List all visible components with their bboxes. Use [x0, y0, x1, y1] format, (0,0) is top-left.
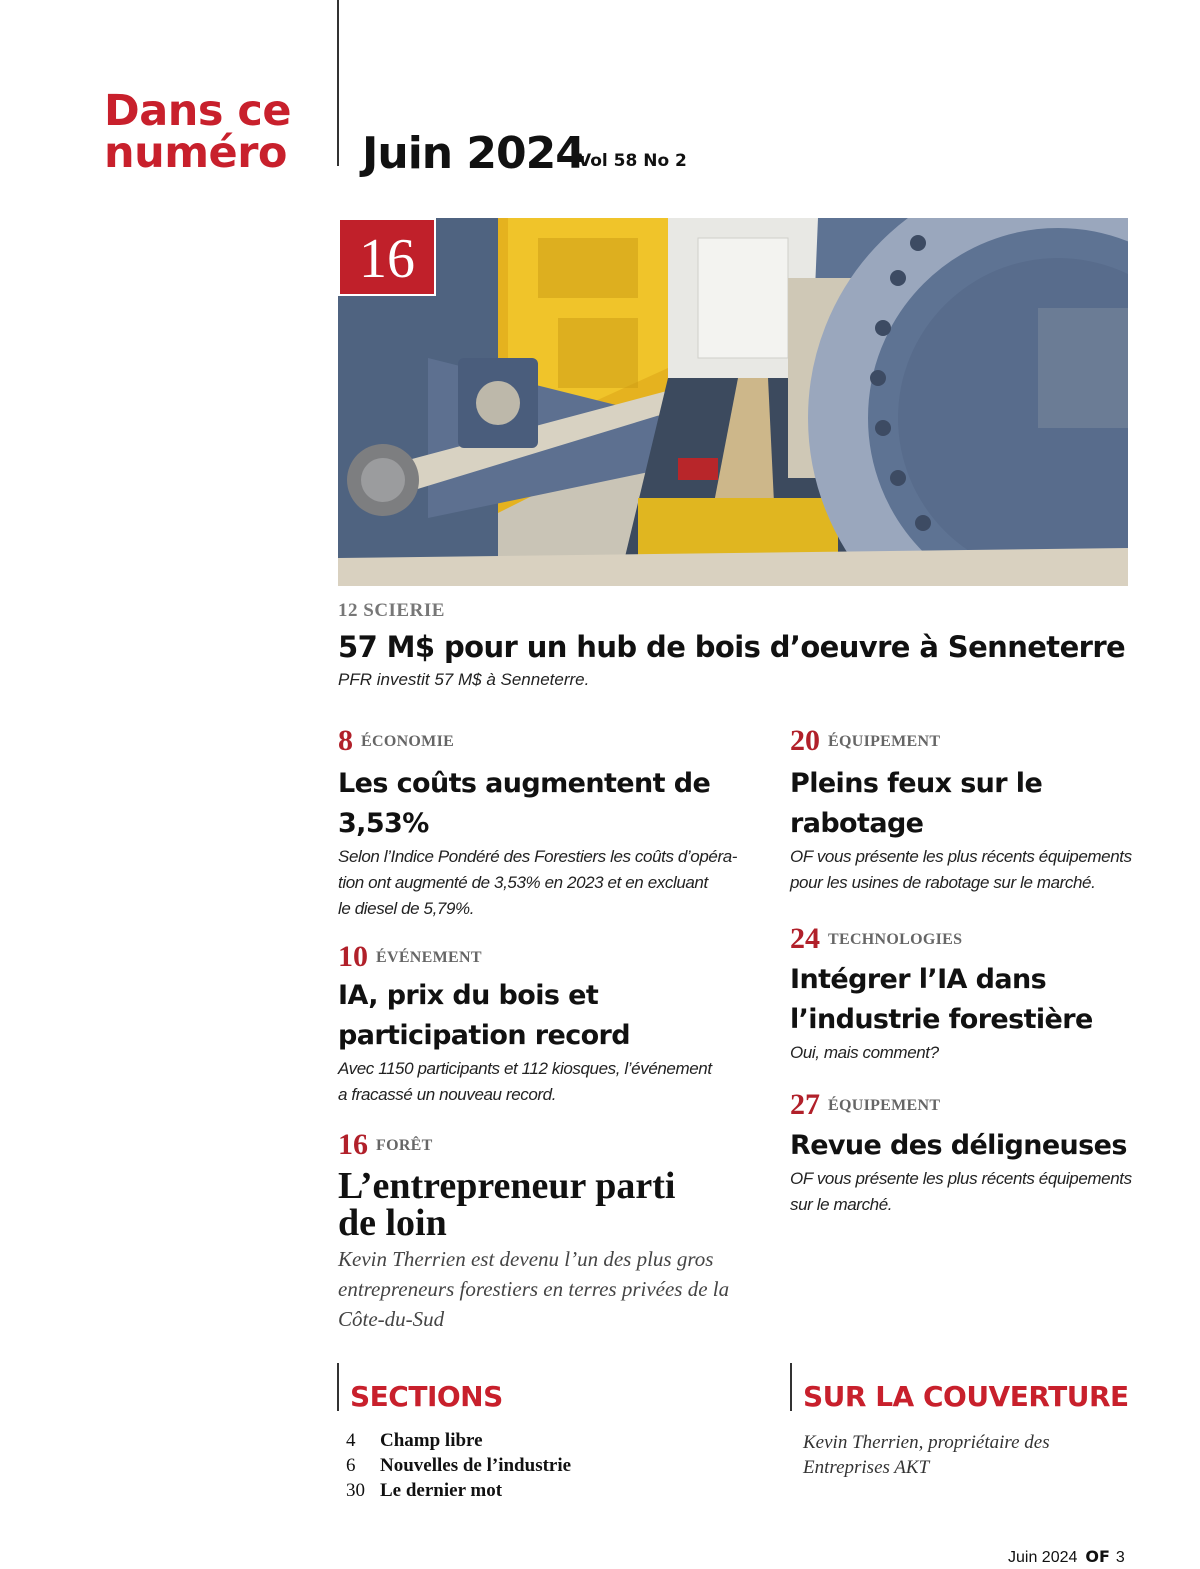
description-line: Kevin Therrien est devenu l’un des plus gros	[338, 1247, 714, 1271]
article-evenement[interactable]	[338, 940, 758, 1108]
article-description	[790, 1166, 1180, 1218]
article-kicker	[790, 922, 1180, 956]
issue-date: Juin 2024	[362, 128, 585, 179]
article-page-number: 27	[790, 1088, 820, 1121]
title-line: IA, prix du bois et	[338, 980, 599, 1011]
article-title[interactable]	[790, 960, 1180, 1040]
section-label: Champ libre	[380, 1430, 483, 1451]
featured-title[interactable]: 57 M$ pour un hub de bois d’oeuvre à Senneterre	[338, 630, 1126, 664]
folio-date: Juin 2024	[1008, 1549, 1078, 1566]
caption-line: Kevin Therrien, propriétaire des	[803, 1432, 1050, 1453]
article-kicker	[790, 1088, 1180, 1122]
title-line: Revue des déligneuses	[790, 1130, 1127, 1161]
article-description	[338, 1244, 778, 1334]
section-page: 30	[346, 1480, 365, 1501]
page-title	[104, 86, 292, 178]
description-line: entrepreneurs forestiers en terres privées de la	[338, 1277, 730, 1301]
description-line: Côte-du-Sud	[338, 1307, 445, 1331]
title-line: L’entrepreneur parti	[338, 1165, 676, 1207]
sections-heading: SECTIONS	[350, 1380, 503, 1413]
title-line: rabotage	[790, 808, 924, 839]
article-section: ÉVÉNEMENT	[376, 949, 482, 966]
title-line: l’industrie forestière	[790, 1004, 1093, 1035]
section-label: Le dernier mot	[380, 1480, 503, 1501]
article-page-number: 20	[790, 724, 820, 757]
article-kicker	[338, 724, 758, 758]
article-title[interactable]: Les coûts augmentent de 3,53%	[338, 768, 711, 839]
page-title-line1: Dans ce	[104, 86, 292, 136]
title-line: Intégrer l’IA dans	[790, 964, 1047, 995]
article-section: ÉQUIPEMENT	[828, 1097, 941, 1114]
cover-box-rule	[790, 1363, 792, 1411]
section-item[interactable]	[346, 1478, 571, 1503]
description-line: Oui, mais comment?	[790, 1043, 939, 1062]
sections-list	[346, 1428, 571, 1503]
title-line: participation record	[338, 1020, 630, 1051]
title-line: de loin	[338, 1202, 447, 1244]
article-section: FORÊT	[376, 1137, 433, 1154]
description-line: a fracassé un nouveau record.	[338, 1085, 557, 1104]
cover-caption	[803, 1430, 1050, 1480]
article-technologies[interactable]	[790, 922, 1180, 1066]
article-section: TECHNOLOGIES	[828, 931, 963, 948]
description-line: Selon l’Indice Pondéré des Forestiers les coûts d’opéra-	[338, 847, 738, 866]
article-title[interactable]	[790, 764, 1180, 844]
section-item[interactable]	[346, 1428, 571, 1453]
article-section: ÉQUIPEMENT	[828, 733, 941, 750]
article-kicker	[338, 1128, 778, 1162]
article-foret[interactable]	[338, 1128, 778, 1334]
page-folio	[1008, 1547, 1125, 1567]
article-page-number: 24	[790, 922, 820, 955]
article-equipement-deligneuses[interactable]	[790, 1088, 1180, 1218]
article-description	[790, 1040, 1180, 1066]
issue-volume: Vol 58 No 2	[578, 151, 687, 171]
description-line: OF vous présente les plus récents équipements	[790, 847, 1132, 866]
article-title[interactable]	[790, 1126, 1180, 1166]
description-line: sur le marché.	[790, 1195, 893, 1214]
hero-photo[interactable]	[338, 218, 1128, 586]
article-description	[338, 844, 758, 922]
featured-kicker: 12 SCIERIE	[338, 600, 445, 621]
article-page-number: 16	[338, 1128, 368, 1161]
section-page: 4	[346, 1430, 356, 1451]
article-economie[interactable]	[338, 724, 758, 922]
description-line: Avec 1150 participants et 112 kiosques, l’événement	[338, 1059, 712, 1078]
section-page: 6	[346, 1455, 356, 1476]
article-title[interactable]	[338, 976, 758, 1056]
header-divider	[337, 0, 339, 166]
article-section: ÉCONOMIE	[361, 733, 455, 750]
article-title[interactable]	[338, 1165, 778, 1244]
article-kicker	[790, 724, 1180, 758]
article-description	[790, 844, 1180, 896]
sections-box-rule	[337, 1363, 339, 1411]
sawmill-machinery-illustration	[338, 218, 1128, 586]
cover-heading: SUR LA COUVERTURE	[803, 1380, 1129, 1413]
section-label: Nouvelles de l’industrie	[380, 1455, 572, 1476]
folio-page-number: 3	[1115, 1549, 1125, 1566]
title-line: Pleins feux sur le	[790, 768, 1043, 799]
article-kicker	[338, 940, 758, 974]
page-title-line2: numéro	[104, 128, 287, 178]
folio-brand: OF	[1085, 1547, 1110, 1566]
description-line: tion ont augmenté de 3,53% en 2023 et en excluant	[338, 873, 708, 892]
section-item[interactable]	[346, 1453, 571, 1478]
description-line: pour les usines de rabotage sur le marché.	[790, 873, 1096, 892]
article-page-number: 10	[338, 940, 368, 973]
article-page-number: 8	[338, 724, 353, 757]
article-description	[338, 1056, 758, 1108]
description-line: OF vous présente les plus récents équipements	[790, 1169, 1132, 1188]
featured-subtitle: PFR investit 57 M$ à Senneterre.	[338, 670, 590, 689]
description-line: le diesel de 5,79%.	[338, 899, 475, 918]
article-equipement-rabotage[interactable]	[790, 724, 1180, 896]
caption-line: Entreprises AKT	[803, 1457, 930, 1478]
hero-page-badge: 16	[338, 218, 436, 296]
